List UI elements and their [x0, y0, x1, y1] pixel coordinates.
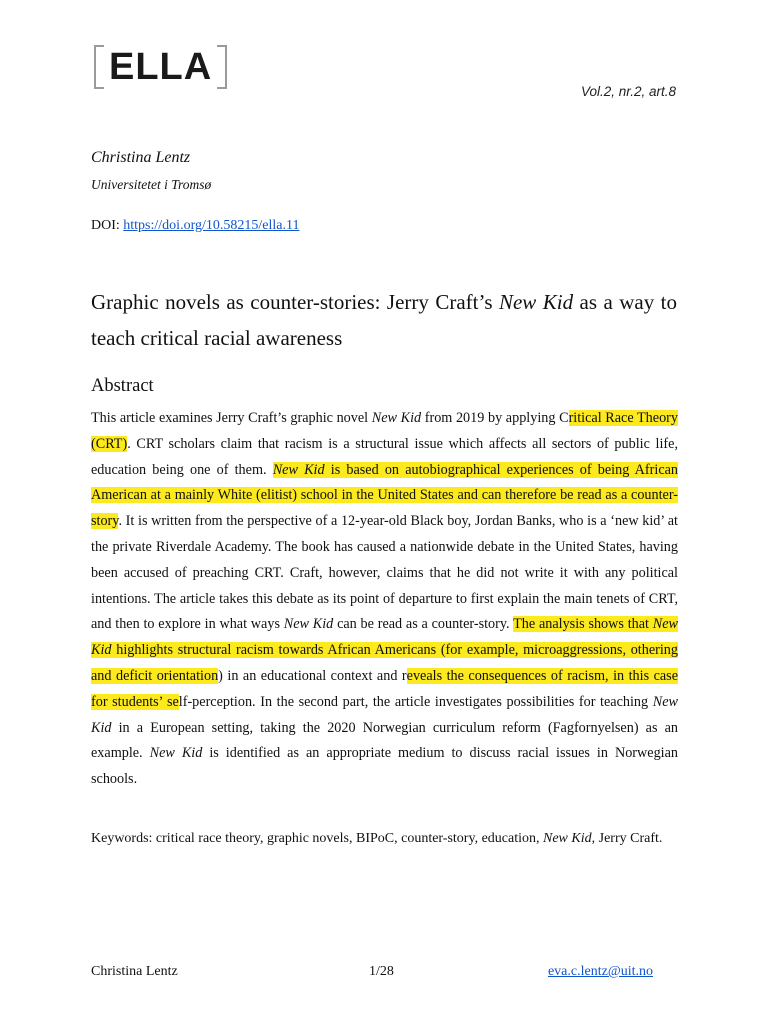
abstract-text: . CRT scholars claim that racism is a structural issue which affects all sectors of public life, education being one of them.: [91, 435, 678, 478]
abstract-text: ) in an educational context and r: [218, 667, 407, 684]
journal-logo: [94, 44, 227, 90]
page-number: 1/28: [369, 964, 394, 979]
article-title: [91, 284, 677, 356]
doi-line: [91, 218, 299, 234]
abstract-text: can be read as a counter-story.: [333, 616, 514, 633]
keyword-book-title: New Kid: [543, 831, 592, 846]
abstract-text: This article examines Jerry Craft’s graphic novel: [91, 410, 372, 426]
keywords: [91, 826, 678, 851]
book-title: New Kid: [371, 410, 422, 426]
doi-label: DOI:: [91, 218, 124, 233]
volume-info: Vol.2, nr.2, art.8: [580, 84, 676, 99]
logo-text: ELLA: [109, 46, 213, 88]
book-title: New Kid: [272, 461, 325, 478]
abstract-body: [91, 406, 678, 793]
highlighted-text: The analysis shows that: [513, 616, 653, 633]
abstract-heading: Abstract: [91, 376, 154, 396]
abstract-text: in a European setting, taking the 2020 Norwegian curriculum reform (Fagfornyelsen) as an example.: [91, 719, 678, 762]
abstract-text: from 2019 by applying C: [421, 410, 569, 426]
highlighted-text: is based on autobiographical experiences of being African American at a mainly White (elitist) school in the United States and can therefore be read as a counter-story: [91, 461, 679, 530]
keywords-text: , Jerry Craft.: [591, 831, 663, 846]
highlighted-text: highlights structural racism towards African Americans (for example, microaggressions, othering and deficit orientation: [91, 642, 678, 684]
abstract-text: is identified as an appropriate medium to discuss racial issues in Norwegian schools.: [91, 745, 678, 788]
keywords-text: Keywords: critical race theory, graphic novels, BIPoC, counter-story, education,: [91, 831, 543, 846]
book-title: New Kid: [149, 745, 203, 762]
abstract-text: lf-perception. In the second part, the article investigates possibilities for teaching: [178, 693, 653, 710]
logo-bracket-left: [94, 45, 104, 89]
title-italic: New Kid: [498, 290, 574, 314]
footer-email-link[interactable]: eva.c.lentz@uit.no: [547, 964, 653, 979]
author-name: Christina Lentz: [91, 149, 191, 166]
book-title: New Kid: [91, 693, 678, 736]
book-title: New Kid: [283, 616, 334, 633]
abstract-text: . It is written from the perspective of a 12-year-old Black boy, Jordan Banks, who is a ‘new kid’ at the private Riverdale Academy. The book has caused a nationwide debate in the United States, having been accused of preaching CRT. Craft, however, claims that he did not write it with any political intentions. The article takes this debate as its point of departure to first explain the main tenets of CRT, and then to explore in what ways: [91, 513, 678, 633]
highlighted-text: ritical Race Theory (CRT): [91, 410, 678, 452]
logo-bracket-right: [217, 45, 227, 89]
title-part-2: as a way to teach critical racial awareness: [91, 290, 678, 350]
doi-link[interactable]: https://doi.org/10.58215/ella.11: [123, 218, 300, 233]
author-affiliation: Universitetet i Tromsø: [91, 177, 212, 192]
highlighted-text: eveals the consequences of racism, in this case for students’ se: [91, 667, 678, 710]
title-part-1: Graphic novels as counter-stories: Jerry Craft’s: [91, 290, 499, 314]
book-title: New Kid: [91, 616, 678, 659]
footer-author: Christina Lentz: [91, 964, 178, 979]
